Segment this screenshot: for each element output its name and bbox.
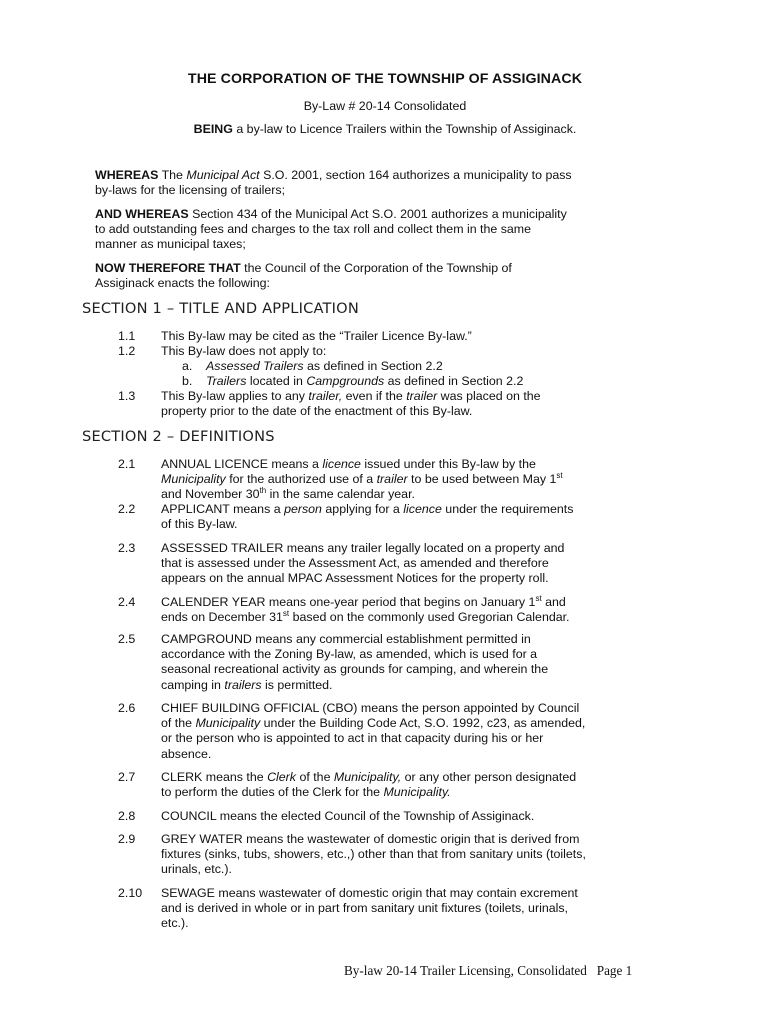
- footer-text: By-law 20-14 Trailer Licensing, Consolidated: [344, 963, 587, 978]
- document-title: THE CORPORATION OF THE TOWNSHIP OF ASSIGINACK: [187, 71, 583, 87]
- now-therefore-paragraph: NOW THEREFORE THAT the Council of the Corporation of the Township of Assiginack enacts the following:: [95, 261, 512, 291]
- being-text: a by-law to Licence Trailers within the Township of Assiginack.: [236, 122, 577, 136]
- document-subtitle: By-Law # 20-14 Consolidated: [303, 99, 467, 113]
- whereas-paragraph: WHEREAS The Municipal Act S.O. 2001, section 164 authorizes a municipality to pass by-laws for the licensing of trailers;: [95, 168, 572, 198]
- section-2-heading: SECTION 2 – DEFINITIONS: [82, 428, 275, 445]
- being-clause: [0, 122, 770, 136]
- document-page: THE CORPORATION OF THE TOWNSHIP OF ASSIGINACK By-Law # 20-14 Consolidated BEING a by-law to Licence Trailers within the Township of Assiginack. WHEREAS The Municipal Act S.O. 2001, section 164 authorizes a municipality to pass by-laws for the licensing of trailers; AND WHEREAS Section 434 of the Municipal Act S.O. 2001 authorizes a municipality to add outstanding fees and charges to the tax roll and collect them in the same manner as municipal taxes; NOW THEREFORE THAT the Council of the Corporation of the Township of Assiginack enacts the following: SECTION 1 – TITLE AND APPLICATION 1.1 This By-law may be cited as the “Trailer Licence By-law.” 1.2 This By-law does not apply to: a. Assessed Trailers as defined in Section 2.2 b. Trailers located in Campgrounds as defined in Section 2.2 1.3 This By-law applies to any trailer, even if the trailer was placed on the property prior to the date of the enactment of this By-law. SECTION 2 – DEFINITIONS 2.1 ANNUAL LICENCE means a licence issued under this By-law by the Municipality for the authorized use of a trailer to be used between May 1st and November 30th in the same calendar year. 2.2 APPLICANT means a person applying for a licence under the requirements of this By-law. 2.3 ASSESSED TRAILER means any trailer legally located on a property and that is assessed under the Assessment Act, as amended and therefore appears on the annual MPAC Assessment Notices for the property roll. 2.4 CALENDER YEAR means one-year period that begins on January 1st and ends on December 31st based on the commonly used Gregorian Calendar. 2.5 CAMPGROUND means any commercial establishment permitted in accordance with the Zoning By-law, as amended, which is used for a seasonal recreational activity as grounds for camping, and wherein the camping in trailers is permitted. 2.6 CHIEF BUILDING OFFICIAL (CBO) means the person appointed by Council of the Municipality under the Building Code Act, S.O. 1992, c23, as amended, or the person who is appointed to act in that capacity during his or her absence. 2.7 CLERK means the Clerk of the Municipality, or any other person designated to perform the duties of the Clerk for the Municipality. 2.8 COUNCIL means the elected Council of the Township of Assiginack. 2.9 GREY WATER means the wastewater of domestic origin that is derived from fixtures (sinks, tubs, showers, etc.,) other than that from sanitary units (toilets, urinals, etc.). 2.10 SEWAGE means wastewater of domestic origin that may contain excrement and is derived in whole or in part from sanitary unit fixtures (toilets, urinals, etc.). By-law 20-14 Trailer Licensing, Consolidated Page 1: [0, 0, 770, 1024]
- being-label: BEING: [193, 122, 233, 136]
- section-1-heading: SECTION 1 – TITLE AND APPLICATION: [82, 300, 359, 317]
- and-whereas-paragraph: AND WHEREAS Section 434 of the Municipal Act S.O. 2001 authorizes a municipality to add outstanding fees and charges to the tax roll and collect them in the same manner as municipal taxes;: [95, 207, 567, 252]
- page-number: Page 1: [596, 963, 633, 978]
- page-footer: [344, 963, 632, 979]
